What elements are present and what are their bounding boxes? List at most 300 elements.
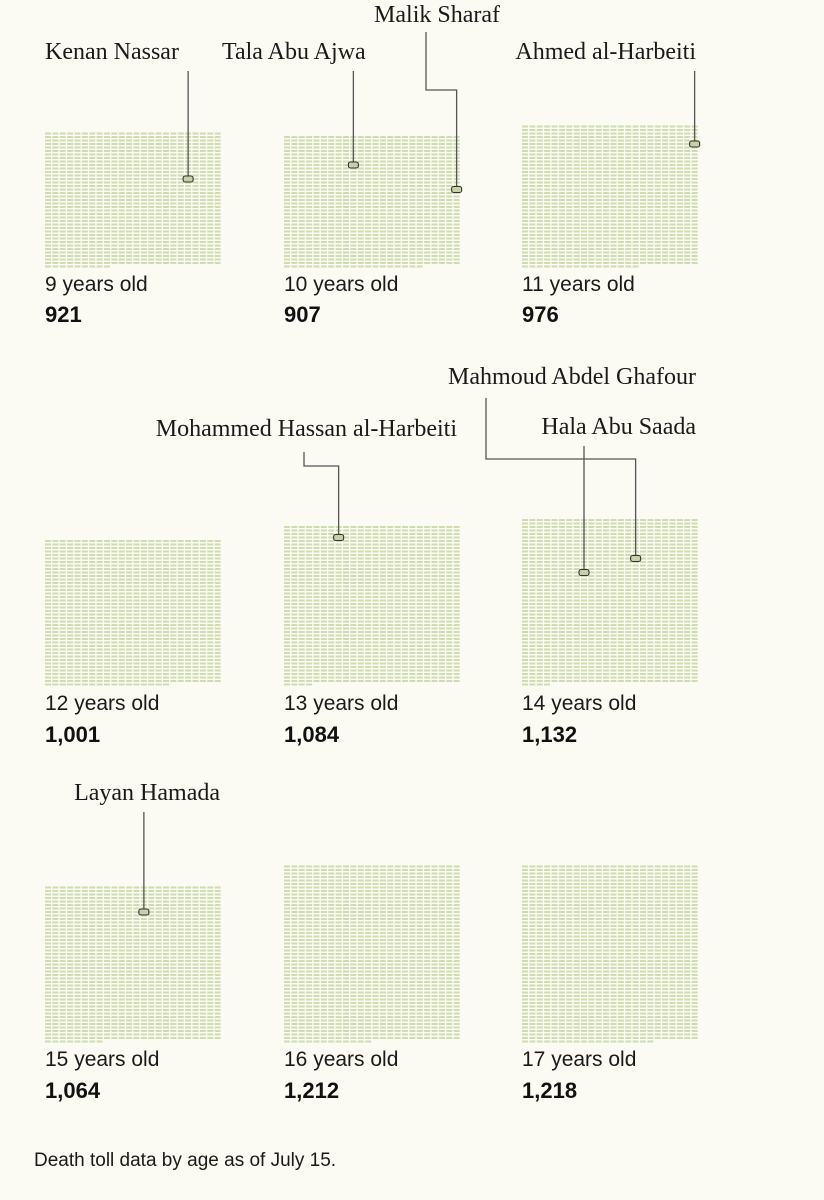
unit: [60, 673, 66, 675]
unit: [343, 621, 349, 623]
unit: [446, 164, 452, 166]
unit: [454, 659, 460, 661]
unit: [424, 652, 430, 654]
unit: [163, 161, 169, 163]
unit: [380, 624, 386, 626]
unit: [365, 547, 371, 549]
unit: [306, 143, 312, 145]
unit: [380, 213, 386, 215]
unit: [328, 189, 334, 191]
unit: [111, 227, 117, 229]
unit: [373, 231, 379, 233]
unit: [178, 227, 184, 229]
unit: [544, 259, 550, 261]
unit: [306, 168, 312, 170]
unit: [52, 600, 58, 602]
unit: [522, 224, 528, 226]
unit: [522, 262, 528, 264]
unit: [692, 255, 698, 257]
unit: [424, 199, 430, 201]
unit: [156, 213, 162, 215]
unit: [402, 565, 408, 567]
unit: [207, 210, 213, 212]
unit: [82, 628, 88, 630]
unit: [215, 579, 221, 581]
unit: [321, 171, 327, 173]
unit: [336, 579, 342, 581]
unit: [395, 185, 401, 187]
unit: [544, 241, 550, 243]
unit: [215, 565, 221, 567]
unit: [365, 621, 371, 623]
unit: [141, 635, 147, 637]
unit: [215, 178, 221, 180]
unit: [574, 192, 580, 194]
unit: [439, 178, 445, 180]
unit: [185, 593, 191, 595]
unit: [111, 196, 117, 198]
unit: [193, 544, 199, 546]
unit: [395, 238, 401, 240]
unit: [402, 238, 408, 240]
unit: [677, 206, 683, 208]
unit: [566, 196, 572, 198]
unit: [439, 621, 445, 623]
unit: [193, 603, 199, 605]
unit: [373, 614, 379, 616]
unit: [647, 192, 653, 194]
unit: [596, 168, 602, 170]
unit: [207, 649, 213, 651]
unit: [306, 147, 312, 149]
unit: [75, 210, 81, 212]
unit: [522, 199, 528, 201]
unit: [640, 234, 646, 236]
unit: [67, 245, 73, 247]
unit: [432, 143, 438, 145]
unit: [566, 192, 572, 194]
unit: [603, 182, 609, 184]
unit: [395, 600, 401, 602]
unit: [343, 582, 349, 584]
unit: [97, 621, 103, 623]
unit: [75, 621, 81, 623]
unit: [193, 175, 199, 177]
unit: [97, 136, 103, 138]
unit: [529, 192, 535, 194]
unit: [185, 617, 191, 619]
unit: [45, 203, 51, 205]
unit: [299, 638, 305, 640]
unit: [45, 252, 51, 254]
unit: [75, 673, 81, 675]
unit: [193, 171, 199, 173]
unit: [60, 168, 66, 170]
unit: [111, 600, 117, 602]
unit: [185, 220, 191, 222]
unit: [75, 192, 81, 194]
unit: [358, 213, 364, 215]
unit: [328, 561, 334, 563]
unit: [358, 238, 364, 240]
unit: [299, 140, 305, 142]
unit: [402, 266, 408, 268]
unit: [647, 224, 653, 226]
unit: [454, 600, 460, 602]
unit: [439, 642, 445, 644]
unit: [380, 175, 386, 177]
unit: [574, 262, 580, 264]
unit: [417, 178, 423, 180]
unit: [625, 129, 631, 131]
unit: [52, 150, 58, 152]
unit: [156, 220, 162, 222]
unit: [409, 161, 415, 163]
unit: [126, 561, 132, 563]
unit: [299, 217, 305, 219]
unit: [119, 133, 125, 135]
unit: [178, 572, 184, 574]
unit: [446, 154, 452, 156]
unit: [343, 147, 349, 149]
unit: [148, 217, 154, 219]
unit: [588, 231, 594, 233]
unit: [75, 607, 81, 609]
unit: [409, 199, 415, 201]
unit: [432, 603, 438, 605]
unit: [104, 656, 110, 658]
unit: [185, 600, 191, 602]
unit: [328, 161, 334, 163]
unit: [424, 154, 430, 156]
unit: [126, 684, 132, 686]
unit: [291, 596, 297, 598]
unit: [45, 175, 51, 177]
unit: [566, 224, 572, 226]
unit: [529, 161, 535, 163]
unit: [126, 628, 132, 630]
unit: [328, 568, 334, 570]
unit: [321, 600, 327, 602]
unit: [454, 262, 460, 264]
unit: [119, 168, 125, 170]
unit: [321, 677, 327, 679]
unit: [677, 147, 683, 149]
unit: [625, 136, 631, 138]
unit: [126, 575, 132, 577]
unit: [537, 192, 543, 194]
unit: [314, 582, 320, 584]
unit: [104, 227, 110, 229]
unit: [358, 568, 364, 570]
unit: [439, 220, 445, 222]
unit: [284, 547, 290, 549]
unit: [581, 252, 587, 254]
unit: [52, 582, 58, 584]
unit: [387, 645, 393, 647]
unit: [566, 136, 572, 138]
unit: [409, 659, 415, 661]
unit: [170, 164, 176, 166]
unit: [200, 635, 206, 637]
unit: [328, 206, 334, 208]
unit: [52, 659, 58, 661]
unit: [89, 579, 95, 581]
unit: [328, 649, 334, 651]
unit: [215, 248, 221, 250]
unit: [148, 164, 154, 166]
unit: [141, 178, 147, 180]
unit: [215, 255, 221, 257]
unit: [299, 631, 305, 633]
unit: [193, 252, 199, 254]
unit: [446, 161, 452, 163]
unit: [141, 164, 147, 166]
unit: [193, 568, 199, 570]
unit: [395, 565, 401, 567]
unit: [328, 586, 334, 588]
unit: [45, 554, 51, 556]
unit: [581, 164, 587, 166]
unit: [603, 199, 609, 201]
unit: [299, 575, 305, 577]
unit: [387, 663, 393, 665]
unit: [588, 126, 594, 128]
unit: [185, 652, 191, 654]
unit: [409, 673, 415, 675]
unit: [52, 140, 58, 142]
unit: [380, 614, 386, 616]
unit: [409, 614, 415, 616]
unit: [193, 213, 199, 215]
unit: [670, 213, 676, 215]
unit: [684, 526, 690, 528]
unit: [454, 544, 460, 546]
unit: [343, 526, 349, 528]
unit: [104, 610, 110, 612]
unit: [537, 213, 543, 215]
unit: [148, 203, 154, 205]
unit: [522, 245, 528, 247]
unit: [82, 192, 88, 194]
unit: [588, 171, 594, 173]
unit: [45, 638, 51, 640]
unit: [380, 182, 386, 184]
unit: [97, 617, 103, 619]
unit: [328, 241, 334, 243]
unit: [163, 192, 169, 194]
unit: [200, 547, 206, 549]
unit: [373, 224, 379, 226]
unit: [60, 659, 66, 661]
unit: [207, 220, 213, 222]
unit: [52, 558, 58, 560]
unit: [306, 600, 312, 602]
unit: [104, 568, 110, 570]
unit: [111, 551, 117, 553]
unit: [126, 600, 132, 602]
unit: [60, 206, 66, 208]
unit: [52, 551, 58, 553]
unit: [104, 206, 110, 208]
unit: [97, 663, 103, 665]
unit: [365, 147, 371, 149]
unit: [104, 203, 110, 205]
unit: [299, 670, 305, 672]
unit: [207, 635, 213, 637]
unit: [291, 157, 297, 159]
unit: [314, 540, 320, 542]
unit: [207, 558, 213, 560]
unit: [141, 582, 147, 584]
unit: [625, 168, 631, 170]
unit: [156, 245, 162, 247]
unit: [291, 628, 297, 630]
unit: [321, 642, 327, 644]
unit: [207, 596, 213, 598]
unit: [306, 262, 312, 264]
unit: [306, 248, 312, 250]
unit: [373, 645, 379, 647]
unit: [97, 220, 103, 222]
unit: [156, 161, 162, 163]
unit: [314, 628, 320, 630]
unit: [126, 568, 132, 570]
unit: [439, 150, 445, 152]
unit: [633, 241, 639, 243]
unit: [178, 136, 184, 138]
unit: [200, 252, 206, 254]
unit: [207, 262, 213, 264]
unit: [306, 603, 312, 605]
unit: [200, 140, 206, 142]
unit: [141, 217, 147, 219]
unit: [328, 628, 334, 630]
unit: [387, 677, 393, 679]
unit: [291, 544, 297, 546]
unit: [402, 607, 408, 609]
unit: [529, 185, 535, 187]
unit: [409, 255, 415, 257]
unit: [156, 203, 162, 205]
unit: [67, 544, 73, 546]
unit: [89, 154, 95, 156]
unit: [380, 224, 386, 226]
unit: [200, 157, 206, 159]
unit: [314, 547, 320, 549]
unit: [662, 224, 668, 226]
unit: [618, 220, 624, 222]
unit: [677, 519, 683, 521]
unit: [439, 544, 445, 546]
unit: [439, 547, 445, 549]
unit: [365, 673, 371, 675]
unit: [670, 129, 676, 131]
unit: [409, 596, 415, 598]
unit: [291, 554, 297, 556]
unit: [365, 537, 371, 539]
unit: [559, 259, 565, 261]
unit: [424, 537, 430, 539]
unit: [200, 136, 206, 138]
unit: [215, 227, 221, 229]
unit: [104, 684, 110, 686]
unit: [537, 523, 543, 525]
unit: [200, 143, 206, 145]
unit: [596, 150, 602, 152]
unit: [537, 189, 543, 191]
unit: [306, 537, 312, 539]
unit: [365, 248, 371, 250]
unit: [454, 673, 460, 675]
unit: [89, 238, 95, 240]
unit: [207, 607, 213, 609]
unit: [200, 663, 206, 665]
unit: [52, 680, 58, 682]
unit: [684, 220, 690, 222]
unit: [409, 533, 415, 535]
unit: [111, 168, 117, 170]
unit: [611, 171, 617, 173]
unit: [299, 192, 305, 194]
unit: [365, 189, 371, 191]
unit: [306, 241, 312, 243]
unit: [409, 670, 415, 672]
unit: [633, 199, 639, 201]
unit: [119, 540, 125, 542]
unit: [439, 677, 445, 679]
unit: [306, 547, 312, 549]
unit: [104, 262, 110, 264]
unit: [336, 628, 342, 630]
unit: [454, 234, 460, 236]
unit: [439, 600, 445, 602]
unit: [409, 540, 415, 542]
unit: [284, 182, 290, 184]
unit: [439, 147, 445, 149]
unit: [119, 600, 125, 602]
age-label: 9 years old: [45, 273, 148, 296]
unit: [52, 210, 58, 212]
unit: [328, 635, 334, 637]
unit: [170, 642, 176, 644]
unit: [424, 624, 430, 626]
unit: [625, 140, 631, 142]
unit: [134, 175, 140, 177]
unit: [365, 561, 371, 563]
unit: [299, 210, 305, 212]
unit: [552, 238, 558, 240]
unit: [60, 540, 66, 542]
unit: [284, 656, 290, 658]
unit: [544, 126, 550, 128]
unit: [306, 192, 312, 194]
unit: [402, 649, 408, 651]
unit: [299, 203, 305, 205]
unit: [321, 196, 327, 198]
unit: [291, 161, 297, 163]
unit: [185, 210, 191, 212]
highlighted-unit: [452, 187, 462, 193]
unit: [559, 519, 565, 521]
unit: [104, 164, 110, 166]
unit: [163, 624, 169, 626]
unit: [387, 213, 393, 215]
unit: [387, 196, 393, 198]
unit: [148, 154, 154, 156]
unit: [640, 224, 646, 226]
unit: [170, 649, 176, 651]
